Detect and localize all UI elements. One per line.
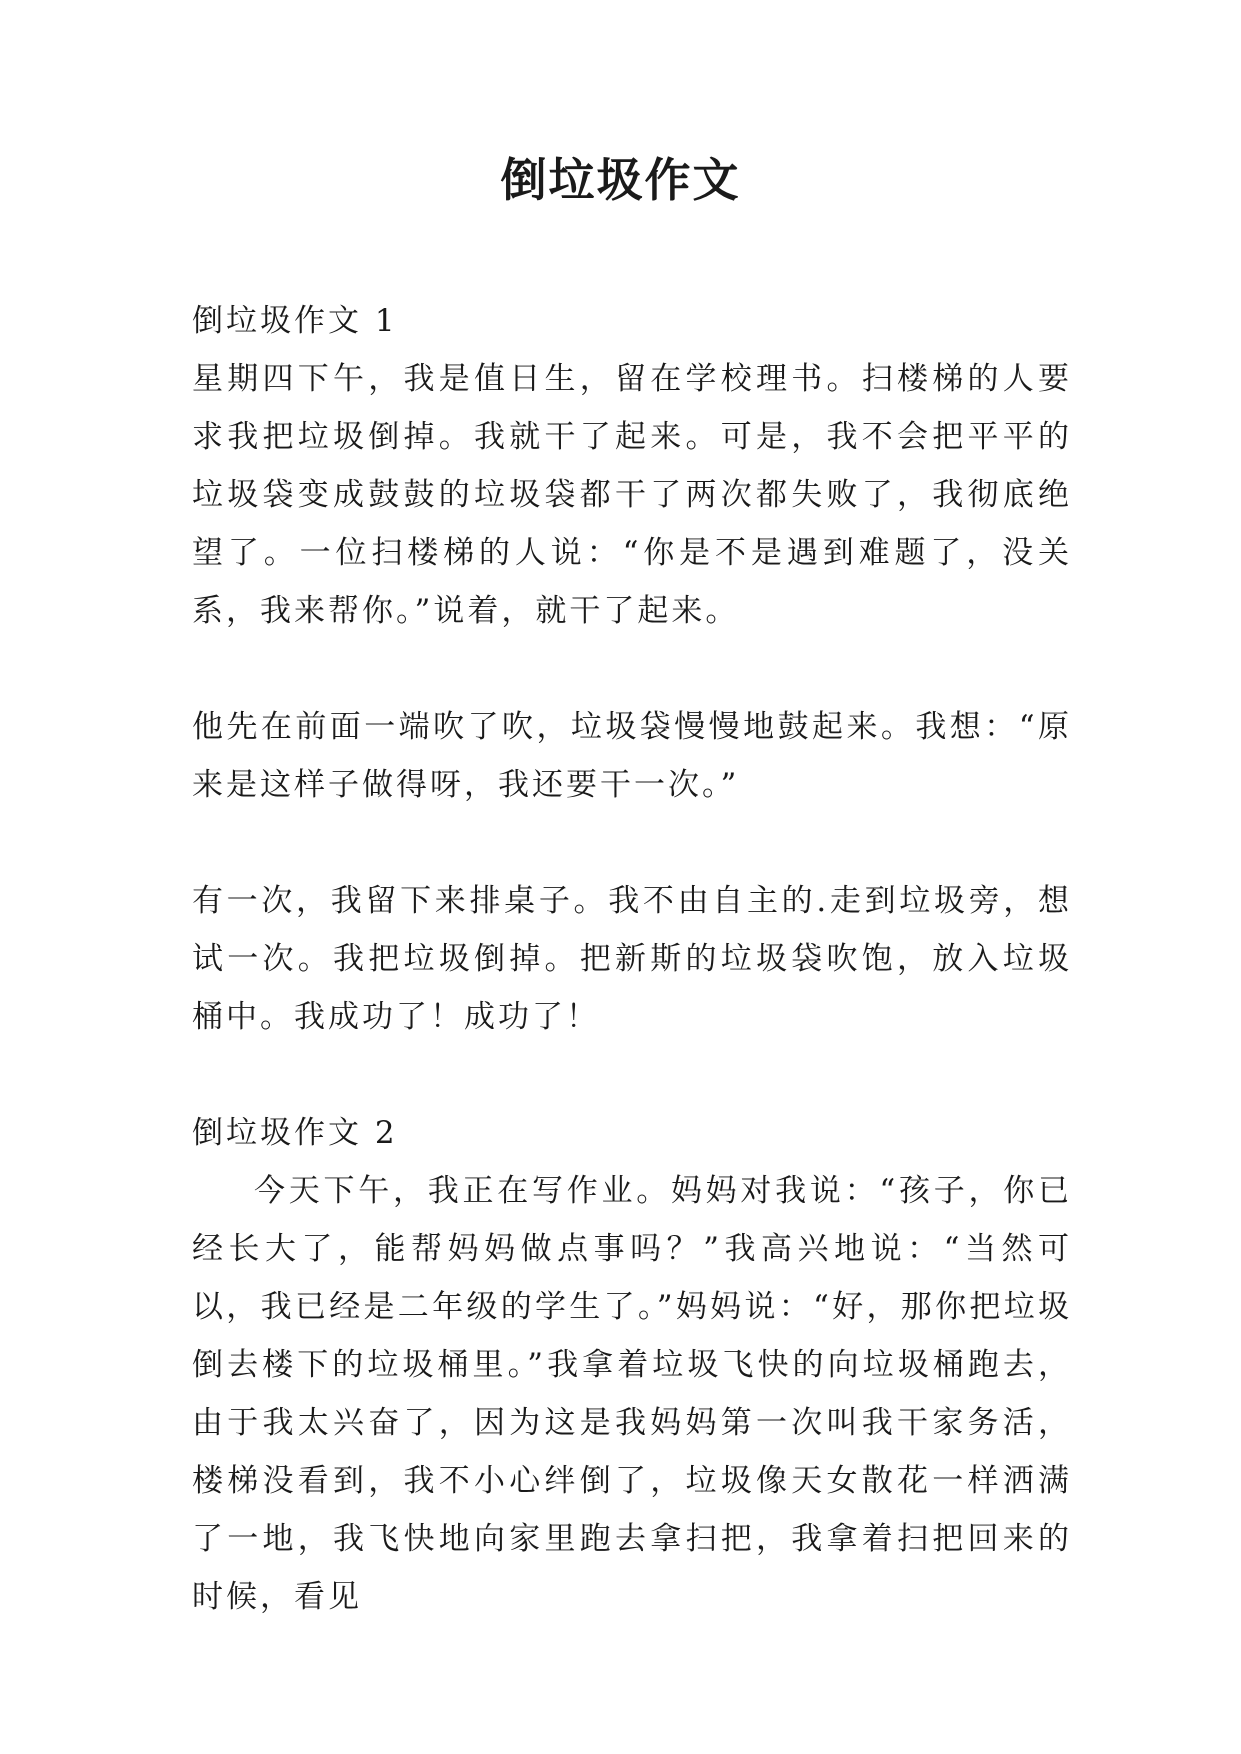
essay-paragraph: 有一次，我留下来排桌子。我不由自主的.走到垃圾旁，想试一次。我把垃圾倒掉。把新斯的垃圾袋吹饱，放入垃圾桶中。我成功了！成功了！ (192, 883, 1072, 1035)
essay-heading: 倒垃圾作文 1 (192, 303, 398, 339)
essay-2 (192, 1104, 1072, 1626)
essay-heading: 倒垃圾作文 2 (192, 1115, 398, 1151)
essay-paragraph: 他先在前面一端吹了吹，垃圾袋慢慢地鼓起来。我想：“原来是这样子做得呀，我还要干一次。” (192, 709, 1072, 803)
essay-paragraph: 今天下午，我正在写作业。妈妈对我说：“孩子，你已经长大了，能帮妈妈做点事吗？”我高兴地说：“当然可以，我已经是二年级的学生了。”妈妈说：“好，那你把垃圾倒去楼下的垃圾桶里。”我拿着垃圾飞快的向垃圾桶跑去，由于我太兴奋了，因为这是我妈妈第一次叫我干家务活，楼梯没看到，我不小心绊倒了，垃圾像天女散花一样洒满了一地，我飞快地向家里跑去拿扫把，我拿着扫把回来的时候，看见 (192, 1173, 1072, 1615)
document-title: 倒垃圾作文 (500, 153, 741, 207)
essay-paragraph: 星期四下午，我是值日生，留在学校理书。扫楼梯的人要求我把垃圾倒掉。我就干了起来。可是，我不会把平平的垃圾袋变成鼓鼓的垃圾袋都干了两次都失败了，我彻底绝望了。一位扫楼梯的人说：“你是不是遇到难题了，没关系，我来帮你。”说着，就干了起来。 (192, 361, 1072, 629)
essay-1 (192, 292, 1072, 1046)
document-body (192, 292, 1072, 1626)
